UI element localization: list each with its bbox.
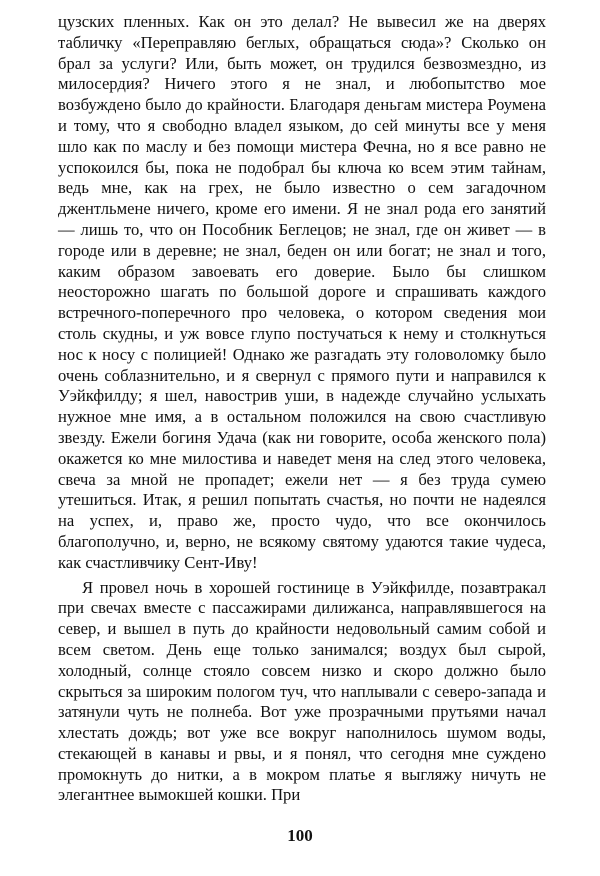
paragraph-1: цузских пленных. Как он это делал? Не вывесил же на дверях табличку «Переправляю беглых, обращаться сюда»? Сколько он брал за услуги? Или, быть может, он трудился безвозмездно, из милосердия? Ничего этого я не знал, и любопытство мое возбуждено было до крайности. Благодаря деньгам мистера Роумена и тому, что я свободно владел языком, до сей минуты все у меня шло как по маслу и без помощи мистера Фечна, но я все равно не успокоился бы, пока не подобрал бы ключа ко всем этим тайнам, ведь мне, как на грех, не было известно о сем загадочном джентльмене ничего, кроме его имени. Я не знал рода его занятий — лишь то, что он Пособник Беглецов; не знал, где он живет — в городе или в деревне; не знал, беден он или богат; не знал и того, каким образом завоевать его доверие. Было бы слишком неосторожно шагать по большой дороге и спрашивать каждого встречного-поперечного про человека, о котором сведения мои столь скудны, и уж вовсе глупо постучаться к нему и столкнуться нос к носу с полицией! Однако же разгадать эту головоломку было очень соблазнительно, и я свернул с прямого пути и направился к Уэйкфилду; я шел, навострив уши, в надежде случайно услыхать нужное мне имя, а в остальном положился на свою счастливую звезду. Ежели богиня Удача (как ни говорите, особа женского пола) окажется ко мне милостива и наведет меня на след этого человека, свеча за мной не пропадет; ежели нет — я без труда сумею утешиться. Итак, я решил попытать счастья, но почти не надеялся на успех, и, право же, просто чудо, что все окончилось благополучно, и, верно, не всякому святому удаются такие чудеса, как счастливчику Сент-Иву!	[58, 12, 546, 572]
paragraph-2: Я провел ночь в хорошей гостинице в Уэйкфилде, позавтракал при свечах вместе с пассажирами дилижанса, направлявшегося на север, и вышел в путь до крайности недовольный самим собой и всем светом. День еще только занимался; воздух был сырой, холодный, солнце стояло совсем низко и скоро должно было скрыться за широким пологом туч, что наплывали с северо-запада и затянули чуть не полнеба. Вот уже прозрачными прутьями начал хлестать дождь; вот уже все вокруг наполнилось шумом воды, стекающей в канавы и рвы, и я понял, что сегодня мне суждено промокнуть до нитки, а в мокром платье я выгляжу ничуть не элегантнее вымокшей кошки. При	[58, 577, 546, 805]
page-number: 100	[287, 826, 313, 845]
body-text	[58, 12, 546, 806]
